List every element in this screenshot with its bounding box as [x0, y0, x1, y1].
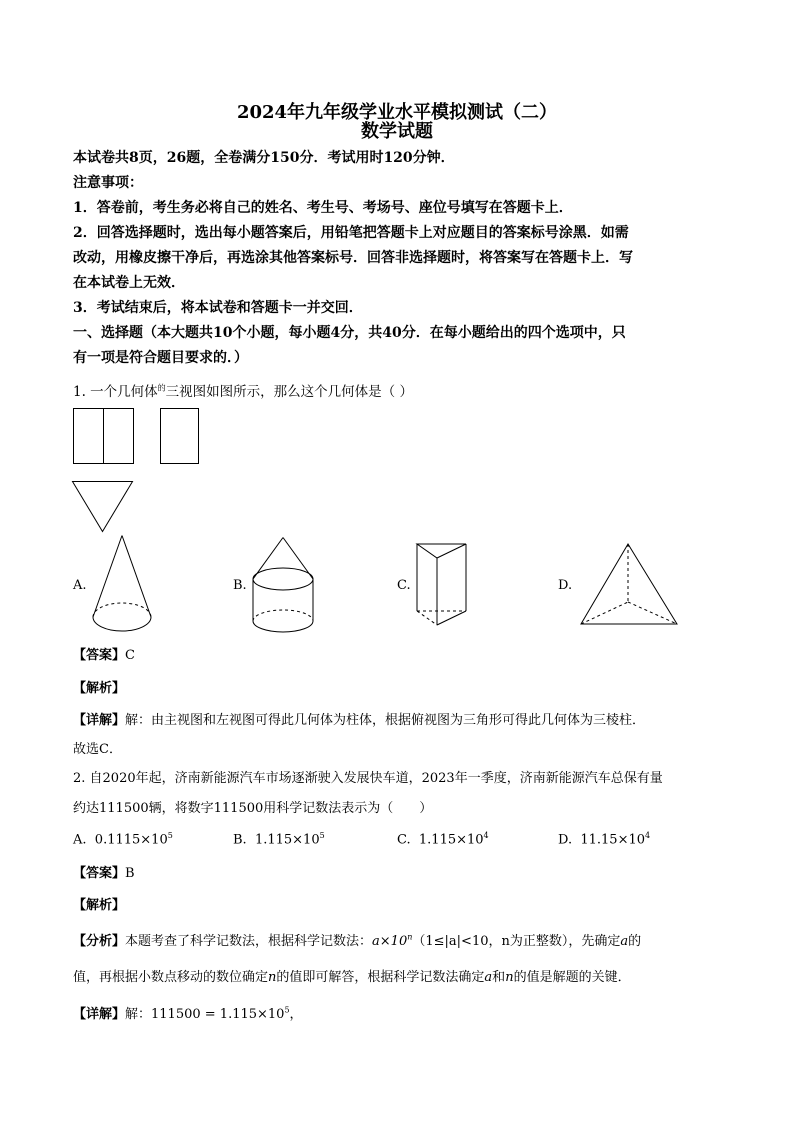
q2-fenxi-line1: 【分析】本题考查了科学记数法，根据科学记数法：$a\times 10^n(1\le|a|<10$，n为正整数），先确定a的 — [73, 932, 642, 949]
q2-analysis-tag: 【解析】 — [73, 898, 126, 913]
q1-option-b-label[interactable]: B. — [233, 578, 247, 593]
q2-option-c[interactable]: C. $1.115\times 10^4$ — [397, 831, 489, 848]
front-view-figure — [73, 408, 135, 464]
q1-analysis-tag: 【解析】 — [73, 681, 126, 696]
q1-answer: 【答案】C — [73, 648, 135, 663]
q1-conclusion: 故选C． — [73, 742, 122, 757]
q1-option-c-label[interactable]: C. — [397, 578, 411, 593]
cone-on-cylinder-figure — [252, 537, 316, 635]
notice-1: 1．答卷前，考生务必将自己的姓名、考生号、考场号、座位号填写在答题卡上． — [73, 200, 573, 216]
q2-detail: 【详解】解：$111500 = 1.115\times 10^5$， — [73, 1005, 303, 1022]
side-view-figure — [160, 408, 200, 464]
q1-option-d-label[interactable]: D. — [558, 578, 573, 593]
top-view-figure — [72, 481, 134, 533]
notice-3: 3．考试结束后，将本试卷和答题卡一并交回． — [73, 300, 363, 316]
q2-answer: 【答案】B — [73, 866, 135, 881]
section-1-heading-b: 有一项是符合题目要求的．） — [73, 350, 248, 366]
pyramid-figure — [580, 543, 680, 627]
triangular-prism-figure — [416, 543, 468, 627]
q1-option-a-label[interactable]: A. — [73, 578, 87, 593]
exam-info: 本试卷共8页，26题，全卷满分150分．考试用时120分钟． — [73, 150, 455, 166]
notice-2c: 在本试卷上无效． — [73, 275, 185, 291]
notice-heading: 注意事项： — [73, 175, 143, 191]
q2-option-d[interactable]: D. $11.15\times 10^4$ — [558, 831, 651, 848]
q2-fenxi-line2: 值，再根据小数点移动的数位确定n的值即可解答，根据科学记数法确定a和n的值是解题的关键． — [73, 970, 631, 985]
exam-subtitle: 数学试题 — [361, 121, 433, 142]
notice-2b: 改动，用橡皮擦干净后，再选涂其他答案标号．回答非选择题时，将答案写在答题卡上．写 — [73, 250, 633, 266]
q2-stem-b: 约达111500辆，将数字111500用科学记数法表示为（ ） — [73, 801, 433, 816]
q1-stem: 1. 一个几何体$^的$三视图如图所示，那么这个几何体是（ ） — [73, 383, 413, 400]
q2-stem-a: 2. 自2020年起，济南新能源汽车市场逐渐驶入发展快车道，2023年一季度，济南新能源汽车总保有量 — [73, 771, 663, 786]
q1-detail: 【详解】解：由主视图和左视图可得此几何体为柱体，根据俯视图为三角形可得此几何体为三棱柱． — [73, 713, 646, 728]
section-1-heading-a: 一、选择题（本大题共10个小题，每小题4分，共40分．在每小题给出的四个选项中，只 — [73, 325, 626, 341]
notice-2a: 2．回答选择题时，选出每小题答案后，用铅笔把答题卡上对应题目的答案标号涂黑．如需 — [73, 225, 629, 241]
exam-title: 2024年九年级学业水平模拟测试（二） — [236, 102, 558, 123]
q2-option-a[interactable]: A. $0.1115\times 10^5$ — [73, 831, 173, 848]
q2-option-b[interactable]: B. $1.115\times 10^5$ — [233, 831, 325, 848]
cone-figure — [92, 535, 154, 635]
